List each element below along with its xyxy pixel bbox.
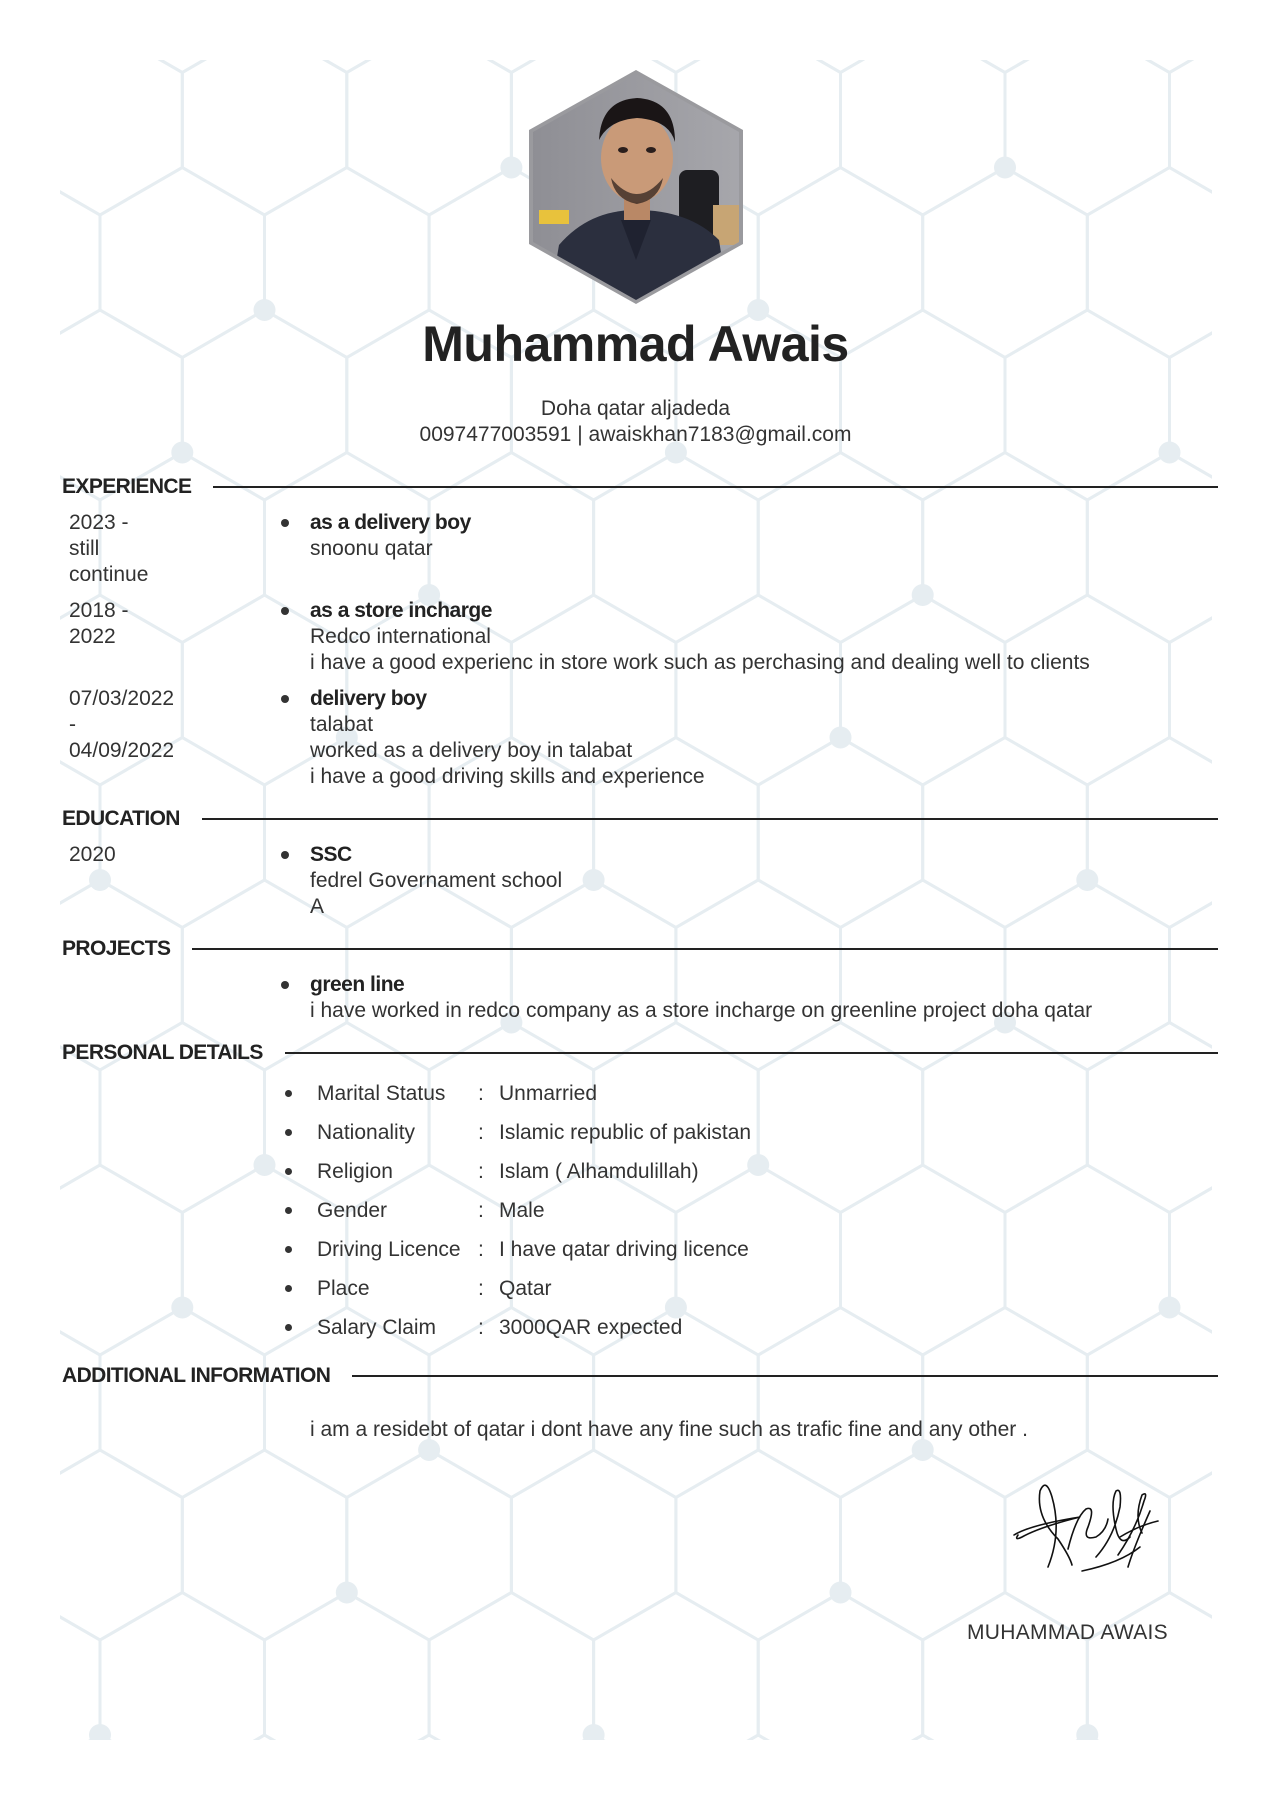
- phone-number: 0097477003591: [419, 423, 572, 446]
- detail-value: 3000QAR expected: [499, 1316, 683, 1339]
- bullet-icon: [285, 1168, 292, 1175]
- section-title-projects: PROJECTS: [62, 937, 171, 960]
- section-divider: [352, 1375, 1218, 1377]
- entry-line: i have a good experienc in store work such as perchasing and dealing well to clients: [310, 651, 1090, 674]
- signature-icon: [1010, 1477, 1160, 1575]
- entry-line: A: [310, 895, 325, 918]
- experience-item: [62, 598, 1218, 676]
- personal-detail-row: [285, 1074, 1218, 1113]
- bullet-icon: [281, 519, 289, 527]
- pattern-hexagon: [60, 1735, 182, 1740]
- experience-item: [62, 510, 1218, 588]
- detail-colon: :: [478, 1199, 484, 1222]
- entry-line: talabat: [310, 713, 374, 736]
- section-title-personal-details: PERSONAL DETAILS: [62, 1041, 263, 1064]
- entry-title: SSC: [310, 843, 352, 866]
- pattern-hexagon: [841, 1735, 1006, 1740]
- location-text: Doha qatar aljadeda: [540, 397, 731, 420]
- detail-label: Place: [317, 1277, 370, 1300]
- personal-details-section: [62, 1040, 1218, 1347]
- project-item: [62, 972, 1218, 1024]
- detail-label: Nationality: [317, 1121, 416, 1144]
- pattern-hexagon: [182, 1735, 346, 1740]
- date-line: 2023 -: [69, 511, 129, 534]
- section-header: [62, 1363, 1218, 1389]
- detail-label: Marital Status: [317, 1082, 446, 1105]
- bullet-column: [242, 686, 310, 712]
- additional-info-section: [62, 1363, 1218, 1443]
- section-header: [62, 806, 1218, 832]
- education-item: [62, 842, 1218, 920]
- detail-value: Male: [499, 1199, 545, 1222]
- entry-title: as a delivery boy: [310, 511, 471, 534]
- date-line: 2020: [69, 843, 116, 866]
- detail-label: Religion: [317, 1160, 393, 1183]
- signature-name: MUHAMMAD AWAIS: [967, 1621, 1168, 1644]
- personal-detail-row: [285, 1152, 1218, 1191]
- bullet-icon: [285, 1207, 292, 1214]
- experience-date-1: [62, 510, 242, 588]
- bullet-icon: [285, 1324, 292, 1331]
- entry-line: Redco international: [310, 625, 491, 648]
- detail-colon: :: [478, 1277, 484, 1300]
- additional-info-text: i am a residebt of qatar i dont have any fine such as trafic fine and any other .: [310, 1418, 1028, 1441]
- bullet-icon: [281, 851, 289, 859]
- detail-colon: :: [478, 1238, 484, 1261]
- experience-item: [62, 686, 1218, 790]
- section-divider: [213, 486, 1218, 488]
- bullet-column: [242, 510, 310, 536]
- signature-block: [0, 1461, 1271, 1651]
- detail-value: Qatar: [499, 1277, 552, 1300]
- section-title-education: EDUCATION: [62, 807, 180, 830]
- detail-value: Islam ( Alhamdulillah): [499, 1160, 699, 1183]
- detail-colon: :: [478, 1121, 484, 1144]
- section-divider: [202, 818, 1218, 820]
- pattern-hexagon: [347, 1735, 512, 1740]
- entry-line: fedrel Governament school: [310, 869, 563, 892]
- bullet-icon: [285, 1246, 292, 1253]
- bullet-icon: [281, 981, 289, 989]
- bullet-icon: [285, 1129, 292, 1136]
- pattern-node: [89, 1724, 111, 1740]
- detail-colon: :: [478, 1082, 484, 1105]
- education-entry: [310, 842, 1218, 920]
- detail-value: Islamic republic of pakistan: [499, 1121, 752, 1144]
- section-title-additional-information: ADDITIONAL INFORMATION: [62, 1364, 331, 1387]
- section-header: [62, 1040, 1218, 1066]
- bullet-icon: [285, 1285, 292, 1292]
- experience-entry-1: [310, 510, 1218, 562]
- contact-separator: |: [577, 423, 583, 446]
- detail-value: I have qatar driving licence: [499, 1238, 749, 1261]
- detail-label: Salary Claim: [317, 1316, 437, 1339]
- pattern-node: [1076, 1724, 1098, 1740]
- education-date: [62, 842, 242, 868]
- experience-date-2: [62, 598, 242, 650]
- date-line: 2018 -: [69, 599, 129, 622]
- entry-line: i have worked in redco company as a store incharge on greenline project doha qatar: [310, 999, 1093, 1022]
- experience-section: [62, 474, 1218, 790]
- date-line: 04/09/2022: [69, 739, 175, 762]
- date-line: 07/03/2022: [69, 687, 175, 710]
- experience-date-3: [62, 686, 242, 764]
- entry-line: i have a good driving skills and experience: [310, 765, 705, 788]
- personal-detail-row: [285, 1191, 1218, 1230]
- personal-detail-row: [285, 1113, 1218, 1152]
- date-line: 2022: [69, 625, 116, 648]
- section-header: [62, 474, 1218, 500]
- detail-colon: :: [478, 1316, 484, 1339]
- bullet-icon: [281, 607, 289, 615]
- pattern-hexagon: [1170, 1735, 1213, 1740]
- profile-photo-hexagon-icon: [529, 70, 743, 304]
- detail-label: Driving Licence: [317, 1238, 461, 1261]
- bullet-icon: [285, 1090, 292, 1097]
- experience-entry-3: [310, 686, 1218, 790]
- pattern-hexagon: [676, 1735, 841, 1740]
- entry-title: green line: [310, 973, 405, 996]
- entry-line: snoonu qatar: [310, 537, 433, 560]
- project-entry: [310, 972, 1218, 1024]
- email-link[interactable]: awaiskhan7183@gmail.com: [588, 423, 852, 446]
- detail-colon: :: [478, 1160, 484, 1183]
- entry-line: worked as a delivery boy in talabat: [310, 739, 633, 762]
- detail-label: Gender: [317, 1199, 388, 1222]
- personal-detail-row: [285, 1230, 1218, 1269]
- date-line: -: [69, 713, 76, 736]
- pattern-node: [583, 1724, 605, 1740]
- contact-line: [0, 422, 1271, 448]
- section-title-experience: EXPERIENCE: [62, 475, 192, 498]
- section-divider: [192, 948, 1218, 950]
- profile-photo: [529, 70, 743, 304]
- date-line: still: [69, 537, 100, 560]
- detail-value: Unmarried: [499, 1082, 598, 1105]
- projects-section: [62, 936, 1218, 1024]
- personal-detail-row: [285, 1269, 1218, 1308]
- personal-details-list: [285, 1074, 1218, 1347]
- bullet-column: [242, 598, 310, 624]
- bullet-column: [242, 972, 310, 998]
- education-section: [62, 806, 1218, 920]
- date-line: continue: [69, 563, 149, 586]
- entry-title: delivery boy: [310, 687, 427, 710]
- entry-title: as a store incharge: [310, 599, 492, 622]
- bullet-icon: [281, 695, 289, 703]
- bullet-column: [242, 842, 310, 868]
- section-divider: [285, 1052, 1218, 1054]
- personal-detail-row: [285, 1308, 1218, 1347]
- section-header: [62, 936, 1218, 962]
- candidate-name: Muhammad Awais: [422, 316, 849, 372]
- experience-entry-2: [310, 598, 1218, 676]
